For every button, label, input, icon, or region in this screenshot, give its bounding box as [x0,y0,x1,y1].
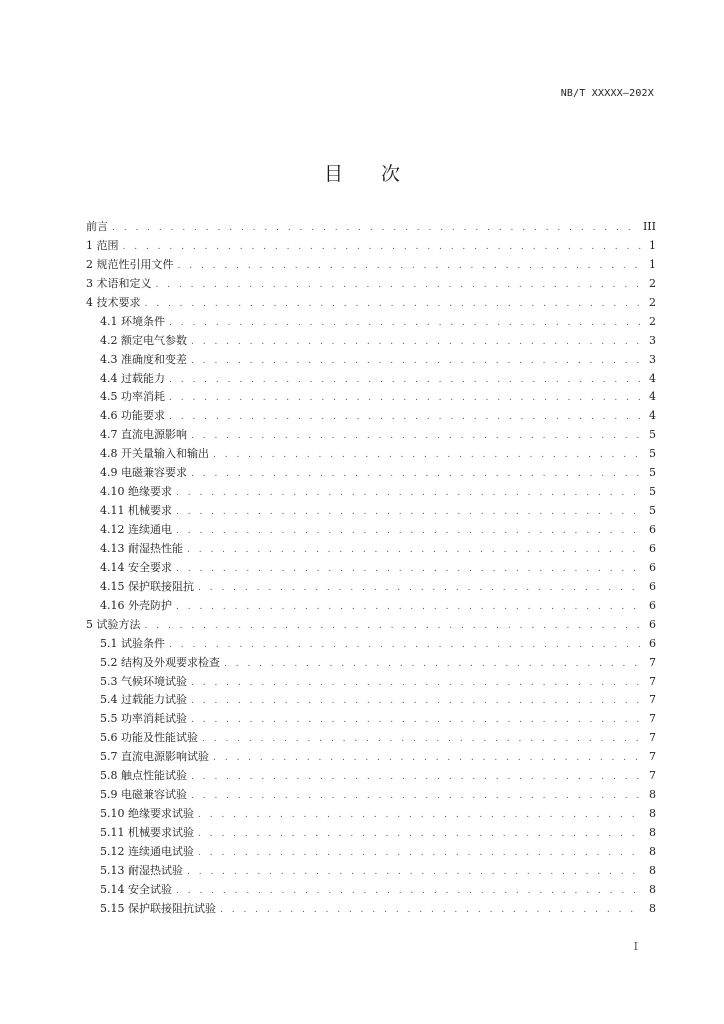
toc-entry-label: 5.10 绝缘要求试验 [100,807,194,821]
toc-entry[interactable] [86,635,656,654]
toc-leader-dots [187,863,642,881]
toc-leader-dots [176,503,642,521]
toc-entry-label: 4.13 耐湿热性能 [100,541,183,555]
toc-entry[interactable] [86,275,656,294]
toc-leader-dots [169,314,642,332]
toc-entry[interactable] [86,597,656,616]
toc-entry[interactable] [86,900,656,919]
toc-leader-dots [198,579,642,597]
toc-entry[interactable] [86,370,656,389]
toc-entry-label: 3 术语和定义 [86,276,152,290]
toc-entry-page: 7 [649,750,656,764]
toc-entry-page: 4 [649,390,656,404]
toc-entry-label: 4.3 准确度和变差 [100,352,187,366]
toc-entry-label: 5.7 直流电源影响试验 [100,750,209,764]
page-title: 目次 [323,163,438,185]
toc-entry[interactable] [86,559,656,578]
toc-entry-page: 8 [649,901,656,915]
toc-entry-page: 8 [649,863,656,877]
toc-leader-dots [176,882,642,900]
toc-entry-label: 5.8 触点性能试验 [100,769,187,783]
toc-entry-label: 5.12 连续通电试验 [100,844,194,858]
toc-entry-page: 6 [649,523,656,536]
toc-entry-label: 5.14 安全试验 [100,882,172,896]
toc-leader-dots [176,560,642,578]
toc-entry[interactable] [86,313,656,332]
toc-entry-page: 8 [649,826,656,839]
toc-entry-page: 7 [649,731,656,745]
toc-leader-dots [169,408,642,426]
toc-entry-label: 5.4 过载能力试验 [100,693,187,707]
toc-leader-dots [198,806,642,824]
toc-entry-page: 7 [649,693,656,707]
toc-leader-dots [169,389,642,407]
toc-leader-dots [169,636,642,654]
toc-entry-page: 7 [649,769,656,783]
toc-leader-dots [202,730,642,748]
toc-leader-dots [191,427,642,445]
toc-entry-page: 7 [649,712,656,726]
toc-entry-page: 8 [649,844,656,858]
toc-entry[interactable] [86,578,656,597]
toc-entry-page: 6 [649,617,656,631]
toc-entry-label: 4.1 环境条件 [100,314,165,328]
toc-entry-page: 3 [649,333,656,347]
toc-entry-page: 2 [649,314,656,328]
toc-entry-page: 3 [649,352,656,366]
toc-entry[interactable] [86,862,656,881]
toc-entry-page: 5 [649,447,656,461]
toc-leader-dots [191,787,642,805]
toc-entry-label: 5.15 保护联接阻抗试验 [100,901,216,915]
toc-entry-label: 4 技术要求 [86,295,141,309]
toc-entry[interactable] [86,464,656,483]
toc-entry-label: 4.7 直流电源影响 [100,428,187,442]
toc-entry-label: 1 范围 [86,238,119,252]
toc-leader-dots [187,541,642,559]
toc-entry[interactable] [86,786,656,805]
toc-entry[interactable] [86,502,656,521]
toc-leader-dots [145,617,643,635]
toc-entry-label: 5.11 机械要求试验 [100,826,194,839]
toc-leader-dots [191,333,642,351]
toc-leader-dots [176,484,642,502]
toc-leader-dots [112,219,637,237]
toc-entry-page: 8 [649,882,656,896]
toc-entry-label: 4.11 机械要求 [100,504,172,518]
toc-leader-dots [178,257,643,275]
toc-entry-label: 5 试验方法 [86,617,141,631]
toc-entry[interactable] [86,218,656,237]
toc-entry-page: 6 [649,579,656,593]
toc-entry-page: 6 [649,560,656,574]
toc-entry-label: 4.15 保护联接阻抗 [100,579,194,593]
toc-entry[interactable] [86,691,656,710]
toc-entry-label: 前言 [86,220,108,233]
toc-entry-page: 7 [649,674,656,688]
toc-entry-label: 5.6 功能及性能试验 [100,731,198,745]
toc-entry[interactable] [86,824,656,843]
toc-leader-dots [176,522,642,540]
toc-entry[interactable] [86,237,656,256]
toc-leader-dots [191,692,642,710]
toc-entry-page: 6 [649,636,656,650]
toc-entry-label: 2 规范性引用文件 [86,257,174,271]
toc-leader-dots [224,655,642,673]
toc-leader-dots [213,749,642,767]
toc-entry[interactable] [86,673,656,692]
toc-entry-page: 5 [649,485,656,499]
toc-entry-label: 5.2 结构及外观要求检查 [100,655,220,669]
toc-entry-label: 4.5 功率消耗 [100,390,165,404]
toc-entry-page: 8 [649,788,656,802]
toc-entry-label: 4.2 额定电气参数 [100,333,187,347]
toc-entry[interactable] [86,616,656,635]
toc-entry[interactable] [86,805,656,824]
toc-leader-dots [156,276,643,294]
toc-entry-page: 5 [649,466,656,480]
toc-entry[interactable] [86,521,656,540]
toc-leader-dots [176,598,642,616]
toc-entry-label: 5.3 气候环境试验 [100,674,187,688]
toc-entry[interactable] [86,256,656,275]
toc-entry[interactable] [86,407,656,426]
toc-entry[interactable] [86,351,656,370]
toc-entry[interactable] [86,388,656,407]
toc-entry[interactable] [86,483,656,502]
toc-entry-page: 2 [649,276,656,290]
toc-leader-dots [191,352,642,370]
toc-leader-dots [123,238,643,256]
toc-leader-dots [191,711,642,729]
document-code: NB/T XXXXX—202X [560,88,654,99]
toc-entry[interactable] [86,843,656,862]
toc-entry-label: 5.9 电磁兼容试验 [100,788,187,802]
toc-entry[interactable] [86,748,656,767]
toc-entry-page: 1 [649,257,656,271]
toc-entry-page: 2 [649,295,656,309]
toc-entry[interactable] [86,767,656,786]
toc-entry-label: 4.9 电磁兼容要求 [100,466,187,480]
toc-entry-label: 4.12 连续通电 [100,523,172,536]
toc-entry-label: 4.6 功能要求 [100,409,165,423]
toc-entry-page: 7 [649,655,656,669]
toc-entry[interactable] [86,654,656,673]
toc-leader-dots [191,674,642,692]
page-number: I [633,940,638,953]
toc-entry-page: 6 [649,598,656,612]
toc-entry-label: 4.14 安全要求 [100,560,172,574]
toc-entry-page: 8 [649,807,656,821]
toc-entry-label: 4.4 过载能力 [100,371,165,385]
toc-leader-dots [220,901,642,919]
toc-leader-dots [198,825,642,843]
toc-leader-dots [213,446,642,464]
toc-entry-page: 4 [649,371,656,385]
toc-entry-page: 5 [649,504,656,518]
toc-entry-label: 4.8 开关量输入和输出 [100,447,209,461]
toc-leader-dots [169,371,642,389]
toc-entry-page: III [642,220,656,233]
toc-entry-page: 1 [649,238,656,252]
toc-entry[interactable] [86,294,656,313]
toc-leader-dots [191,768,642,786]
toc-leader-dots [198,844,642,862]
toc-leader-dots [191,465,642,483]
toc-entry[interactable] [86,710,656,729]
toc-entry[interactable] [86,881,656,900]
toc-entry-label: 5.13 耐湿热试验 [100,863,183,877]
toc-entry[interactable] [86,332,656,351]
toc-entry-page: 5 [649,428,656,442]
toc-entry[interactable] [86,729,656,748]
toc-leader-dots [145,295,643,313]
toc-entry-label: 4.10 绝缘要求 [100,485,172,499]
toc-entry-page: 6 [649,541,656,555]
toc-entry[interactable] [86,426,656,445]
toc-entry[interactable] [86,540,656,559]
toc-entry-label: 4.16 外壳防护 [100,598,172,612]
toc-entry-label: 5.1 试验条件 [100,636,165,650]
toc-entry[interactable] [86,445,656,464]
table-of-contents [86,218,656,919]
toc-entry-label: 5.5 功率消耗试验 [100,712,187,726]
toc-entry-page: 4 [649,409,656,423]
